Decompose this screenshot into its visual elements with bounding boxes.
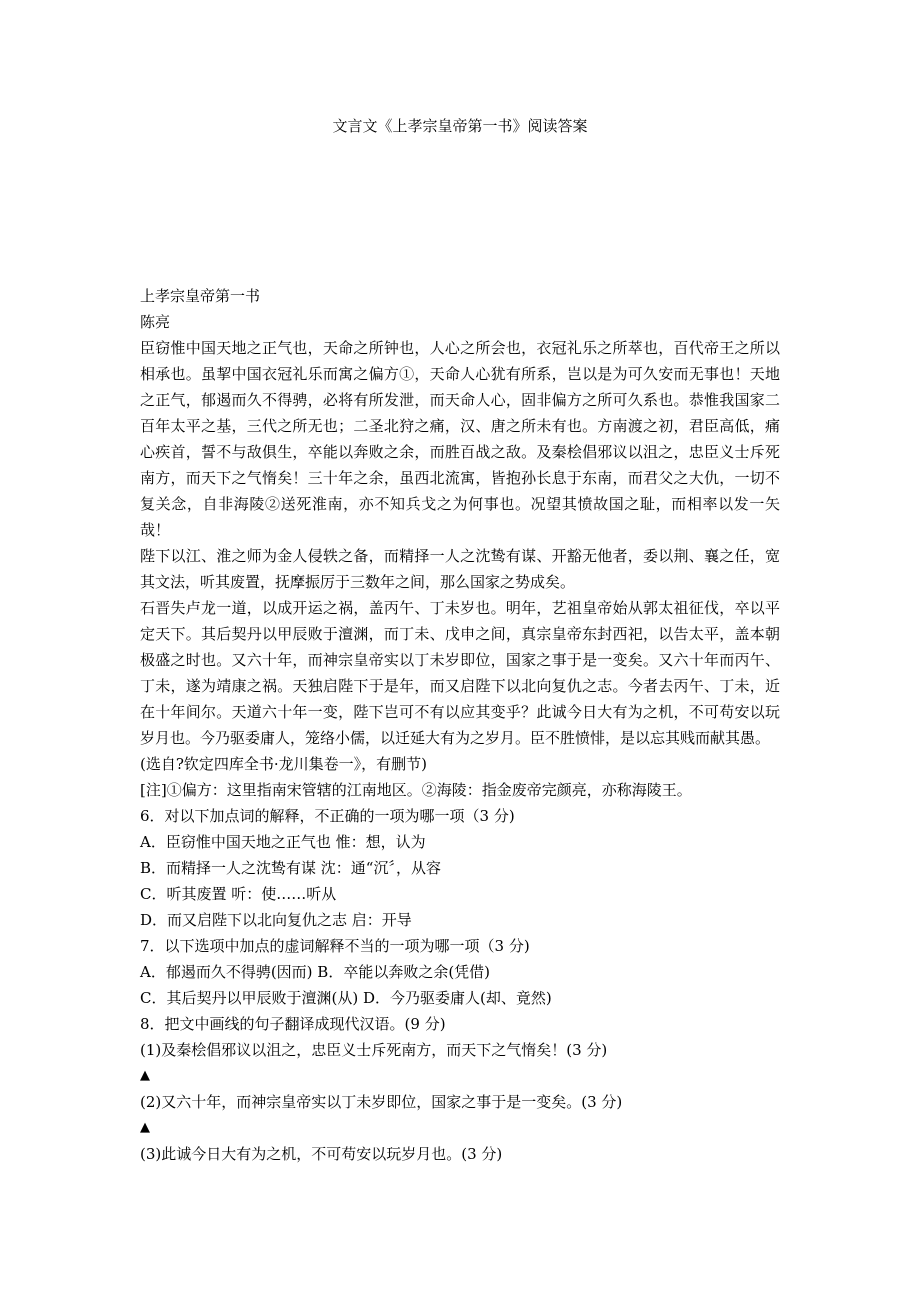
question-7-stem: 7．以下选项中加点的虚词解释不当的一项为哪一项（3 分) xyxy=(140,937,530,955)
question-8-stem: 8．把文中画线的句子翻译成现代汉语。(9 分) xyxy=(140,1015,446,1033)
answer-placeholder-marker: ▲ xyxy=(140,1120,150,1135)
article-body xyxy=(140,283,780,1167)
question-7-options-ab: A．郁遏而久不得骋(因而) B．卒能以奔败之余(凭借) xyxy=(140,963,491,981)
question-8-item-2: (2)又六十年，而神宗皇帝实以丁未岁即位，国家之事于是一变矣。(3 分) xyxy=(140,1093,623,1111)
question-7-options-cd: C．其后契丹以甲辰败于澶渊(从) D．今乃驱委庸人(却、竟然) xyxy=(140,989,552,1007)
question-8-item-3: (3)此诚今日大有为之机，不可苟安以玩岁月也。(3 分) xyxy=(140,1145,503,1163)
article-paragraph-1: 臣窃惟中国天地之正气也，天命之所钟也，人心之所会也，衣冠礼乐之所萃也，百代帝王之所以相承也。虽挈中国衣冠礼乐而寓之偏方①，天命人心犹有所系，岂以是为可久安而无事也！天地之正气，郁遏而久不得骋，必将有所发泄，而天命人心，固非偏方之所可久系也。恭惟我国家二百年太平之基，三代之所无也；二圣北狩之痛，汉、唐之所未有也。方南渡之初，君臣高低，痛心疾首，誓不与敌俱生，卒能以奔败之余，而胜百战之敌。及秦桧倡邪议以沮之，忠臣义士斥死南方，而天下之气惰矣！三十年之余，虽西北流寓，皆抱孙长息于东南，而君父之大仇，一切不复关念，自非海陵②送死淮南，亦不知兵戈之为何事也。况望其愤故国之耻，而相率以发一矢哉！ xyxy=(140,339,780,539)
question-6-option-b: B．而精择一人之沈鸷有谋 沈：通“沉〞，从容 xyxy=(140,859,441,877)
question-6-stem: 6．对以下加点词的解释，不正确的一项为哪一项（3 分) xyxy=(140,807,515,825)
article-paragraph-2: 陛下以江、淮之师为金人侵轶之备，而精择一人之沈鸷有谋、开豁无他者，委以荆、襄之任，宽其文法，听其废置，抚摩振厉于三数年之间，那么国家之势成矣。 xyxy=(140,547,780,591)
document-title: 文言文《上孝宗皇帝第一书》阅读答案 xyxy=(332,117,588,135)
source-citation: (选自?钦定四库全书·龙川集卷一》，有删节) xyxy=(140,755,428,773)
question-6-option-a: A．臣窃惟中国天地之正气也 惟：想，认为 xyxy=(140,833,426,851)
answer-placeholder-marker: ▲ xyxy=(140,1068,150,1083)
question-6-option-c: C．听其废置 听：使……听从 xyxy=(140,885,337,903)
article-heading: 上孝宗皇帝第一书 xyxy=(140,287,261,305)
article-paragraph-3: 石晋失卢龙一道，以成开运之祸，盖丙午、丁未岁也。明年，艺祖皇帝始从郭太祖征伐，卒以平定天下。其后契丹以甲辰败于澶渊，而丁未、戊申之间，真宗皇帝东封西祀，以告太平，盖本朝极盛之时也。又六十年，而神宗皇帝实以丁未岁即位，国家之事于是一变矣。又六十年而丙午、丁未，遂为靖康之祸。天独启陛下于是年，而又启陛下以北向复仇之志。今者去丙午、丁未，近在十年间尔。天道六十年一变，陛下岂可不有以应其变乎？此诚今日大有为之机，不可苟安以玩岁月也。今乃驱委庸人，笼络小儒，以迁延大有为之岁月。臣不胜愤悱，是以忘其贱而献其愚。 xyxy=(140,599,780,747)
article-author: 陈亮 xyxy=(140,313,171,331)
footnote: [注]①偏方：这里指南宋管辖的江南地区。②海陵：指金废帝完颜亮，亦称海陵王。 xyxy=(140,781,692,799)
question-6-option-d: D．而又启陛下以北向复仇之志 启：开导 xyxy=(140,911,412,929)
question-8-item-1: (1)及秦桧倡邪议以沮之，忠臣义士斥死南方，而天下之气惰矣！(3 分) xyxy=(140,1041,608,1059)
